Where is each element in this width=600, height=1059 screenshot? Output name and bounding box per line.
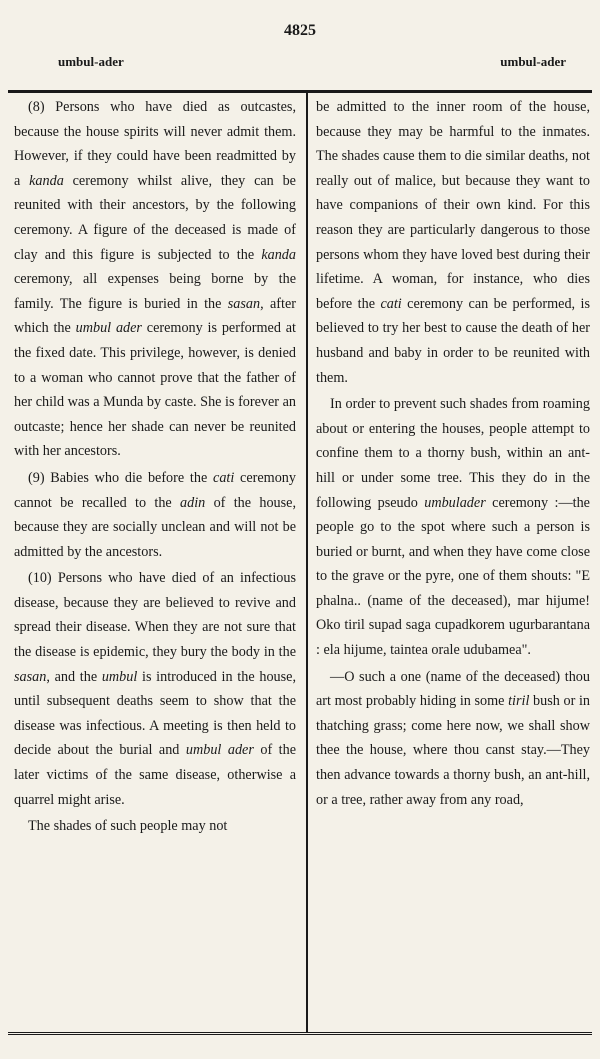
paragraph-infectious-disease [14, 566, 296, 812]
top-rule [8, 90, 592, 93]
text-run: , and the [46, 668, 102, 685]
running-head-left: umbul-ader [58, 54, 124, 69]
text-run: In order to prevent such shades from roaming about or entering the houses, people attempt to confine them to a thorny bush, within an ant-hill or under some tree. This they do in the following pseudo [316, 396, 590, 511]
paragraph-shades-start [14, 814, 296, 839]
paragraph-shades-continued [316, 95, 590, 390]
text-run: (10) Persons who have died of an infectious disease, because they are believed to revive and spread their disease. When they are not sure that the disease is epidemic, they bury the body in the [14, 570, 296, 661]
text-run: of the later victims of the same disease, otherwise a quarrel might arise. [14, 742, 297, 808]
text-run: ceremony can be performed, is believed to try her best to cause the death of her husband and baby in order to be reunited with them. [316, 295, 590, 386]
text-run: —O such a one (name of the deceased) thou art most probably hiding in some [316, 668, 590, 710]
text-run: (9) Babies who die before the [28, 469, 214, 486]
running-head-right: umbul-ader [500, 54, 566, 69]
text-run: ceremony, all expenses being borne by the family. The figure is buried in the [14, 271, 296, 312]
text-run: (8) Persons who have died as outcastes, because the house spirits will never admit them. However, if they could have been readmitted by a [14, 99, 296, 189]
text-run: is introduced in the house, until subsequent deaths seem to show that the disease was infectious. A meeting is then held to decide about the burial and [14, 668, 296, 759]
text-run: ceremony is performed at the fixed date. This privilege, however, is denied to a woman who cannot prove that the father of her child was a Munda by caste. She is forever an outcaste; hence her shade can never be reunited with her ancestors. [14, 320, 296, 460]
text-run: The shades of such people may not [28, 818, 228, 835]
text-run: ceremony cannot be recalled to the [14, 469, 296, 511]
bottom-rule [8, 1032, 592, 1039]
text-run: ceremony whilst alive, they can be reunited with their ancestors, by the following ceremony. A figure of the deceased is made of clay and this figure is subjected to the [14, 172, 296, 263]
text-run: ceremony :—the people go to the spot where such a person is buried or burnt, and when they have come close to the grave or the pyre, one of them shouts: "E phalna.. (name of the deceased), mar hijume! Oko tiril supad saga cupadkorem ugurbarantana : ela hijume, taintea orale udubamea". [316, 494, 590, 659]
term-tiril: tiril [508, 693, 530, 710]
term-sasan: sasan [14, 668, 47, 685]
term-cati: cati [380, 295, 402, 312]
paragraph-outcastes [14, 95, 296, 464]
term-umbul-ader: umbul ader [75, 320, 142, 337]
text-run: , after which the [14, 295, 296, 337]
paragraph-prevent-shades [316, 392, 590, 663]
column-divider [306, 90, 308, 1033]
paragraph-babies [14, 466, 296, 564]
text-run: be admitted to the inner room of the house, because they may be harmful to the inmates. The shades cause them to die similar deaths, not really out of malice, but because they want to have companions of their own kind. For this reason they are particularly dangerous to those persons whom they have loved best during their lifetime. A woman, for instance, who dies before the [316, 99, 590, 312]
term-umbul: umbul [101, 668, 138, 685]
term-cati: cati [213, 469, 235, 486]
term-sasan: sasan [227, 295, 261, 312]
paragraph-translation [316, 665, 590, 813]
term-umbulader: umbulader [424, 494, 486, 511]
page-number: 4825 [284, 22, 316, 39]
right-column [316, 95, 590, 812]
term-umbul-ader: umbul ader [185, 742, 254, 759]
term-kanda: kanda [261, 246, 296, 263]
text-run: of the house, because they are socially unclean and will not be admitted by the ancestors. [14, 494, 296, 560]
term-adin: adin [180, 494, 206, 511]
left-column [14, 95, 296, 839]
text-run: bush or in thatching grass; come here now, we shall show thee the house, where thou canst stay.—They then advance towards a thorny bush, an ant-hill, or a tree, rather away from any road, [316, 693, 591, 808]
term-kanda: kanda [29, 172, 64, 189]
